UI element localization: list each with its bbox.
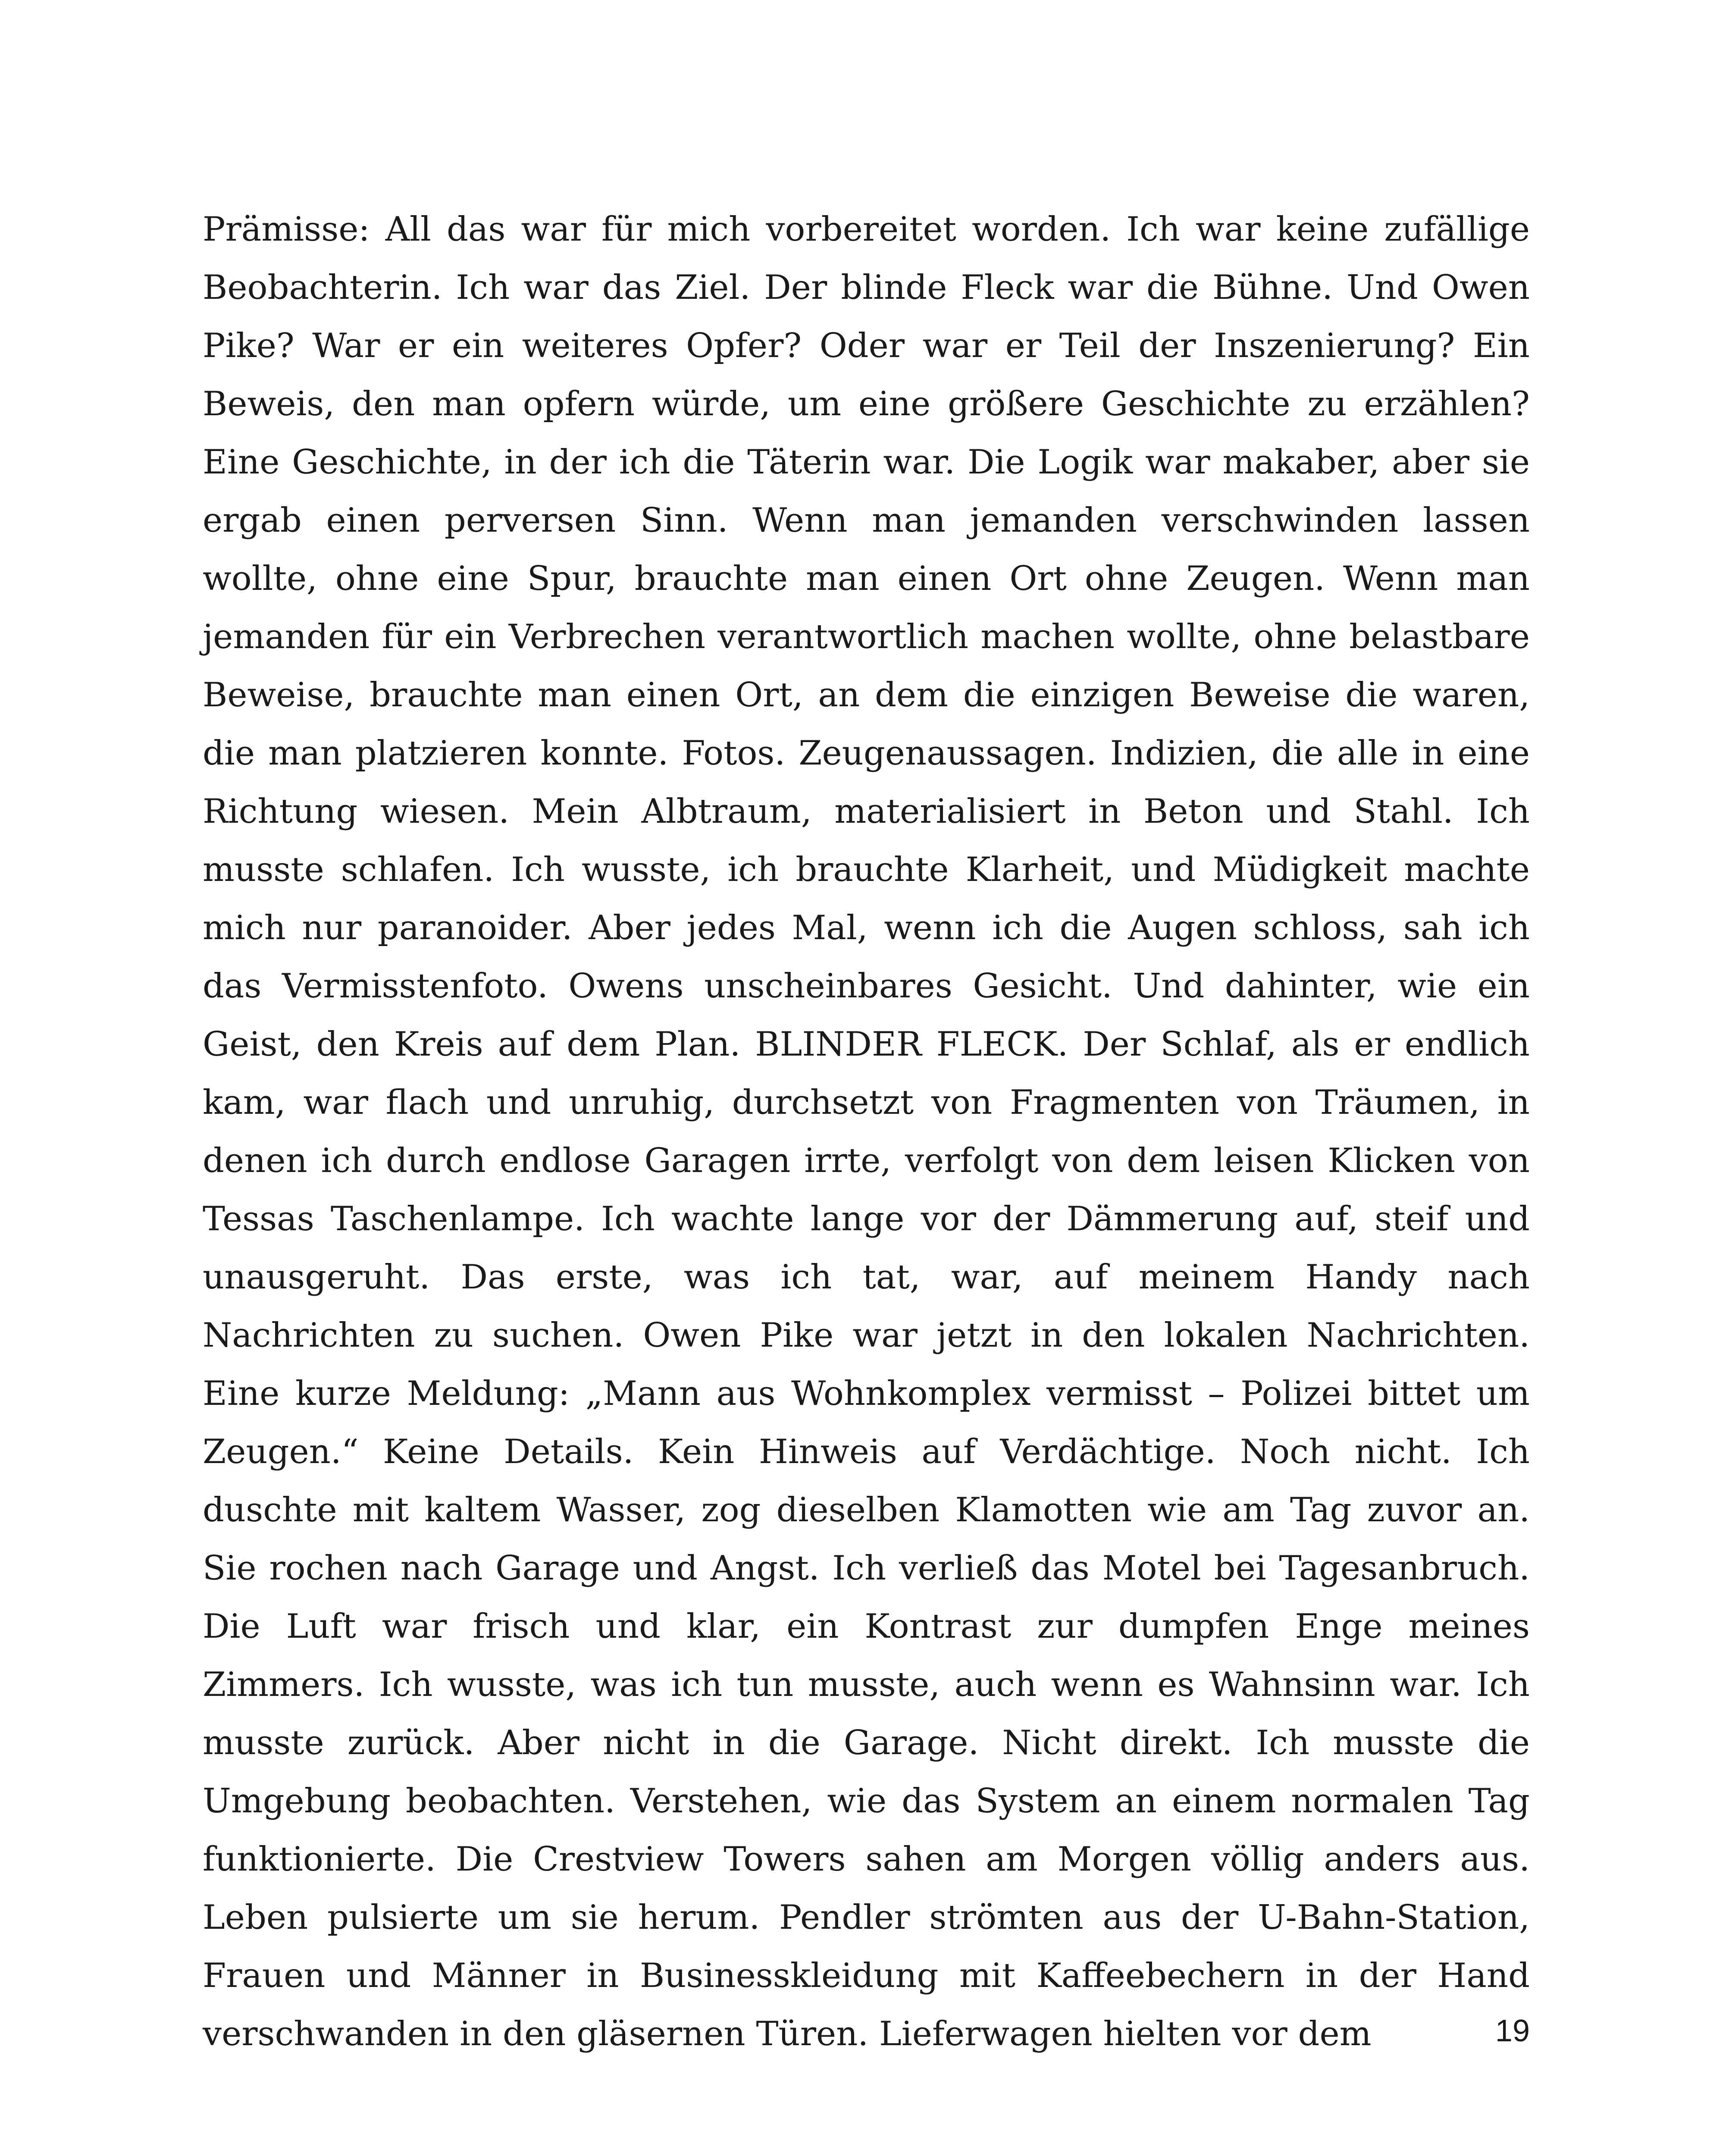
page-number: 19 <box>1495 2014 1530 2048</box>
body-paragraph: Prämisse: All das war für mich vorbereitet worden. Ich war keine zufällige Beobachterin. Ich war das Ziel. Der blinde Fleck war die Bühne. Und Owen Pike? War er ein weiteres Opfer? Oder war er Teil der Inszenierung? Ein Beweis, den man opfern würde, um eine größere Geschichte zu erzählen? Eine Geschichte, in der ich die Täterin war. Die Logik war makaber, aber sie ergab einen perversen Sinn. Wenn man jemanden verschwinden lassen wollte, ohne eine Spur, brauchte man einen Ort ohne Zeugen. Wenn man jemanden für ein Verbrechen verantwortlich machen wollte, ohne belastbare Beweise, brauchte man einen Ort, an dem die einzigen Beweise die waren, die man platzieren konnte. Fotos. Zeugenaussagen. Indizien, die alle in eine Richtung wiesen. Mein Albtraum, materialisiert in Beton und Stahl. Ich musste schlafen. Ich wusste, ich brauchte Klarheit, und Müdigkeit machte mich nur paranoider. Aber jedes Mal, wenn ich die Augen schloss, sah ich das Vermisstenfoto. Owens unscheinbares Gesicht. Und dahinter, wie ein Geist, den Kreis auf dem Plan. BLINDER FLECK. Der Schlaf, als er endlich kam, war flach und unruhig, durchsetzt von Fragmenten von Träumen, in denen ich durch endlose Garagen irrte, verfolgt von dem leisen Klicken von Tessas Taschenlampe. Ich wachte lange vor der Dämmerung auf, steif und unausgeruht. Das erste, was ich tat, war, auf meinem Handy nach Nachrichten zu suchen. Owen Pike war jetzt in den lokalen Nachrichten. Eine kurze Meldung: „Mann aus Wohnkomplex vermisst – Polizei bittet um Zeugen.“ Keine Details. Kein Hinweis auf Verdächtige. Noch nicht. Ich duschte mit kaltem Wasser, zog dieselben Klamotten wie am Tag zuvor an. Sie rochen nach Garage und Angst. Ich verließ das Motel bei Tagesanbruch. Die Luft war frisch und klar, ein Kontrast zur dumpfen Enge meines Zimmers. Ich wusste, was ich tun musste, auch wenn es Wahnsinn war. Ich musste zurück. Aber nicht in die Garage. Nicht direkt. Ich musste die Umgebung beobachten. Verstehen, wie das System an einem normalen Tag funktionierte. Die Crestview Towers sahen am Morgen völlig anders aus. Leben pulsierte um sie herum. Pendler strömten aus der U-Bahn-Station, Frauen und Männer in Businesskleidung mit Kaffeebechern in der Hand verschwanden in den gläsernen Türen. Lieferwagen hielten vor dem <box>203 210 1530 2053</box>
